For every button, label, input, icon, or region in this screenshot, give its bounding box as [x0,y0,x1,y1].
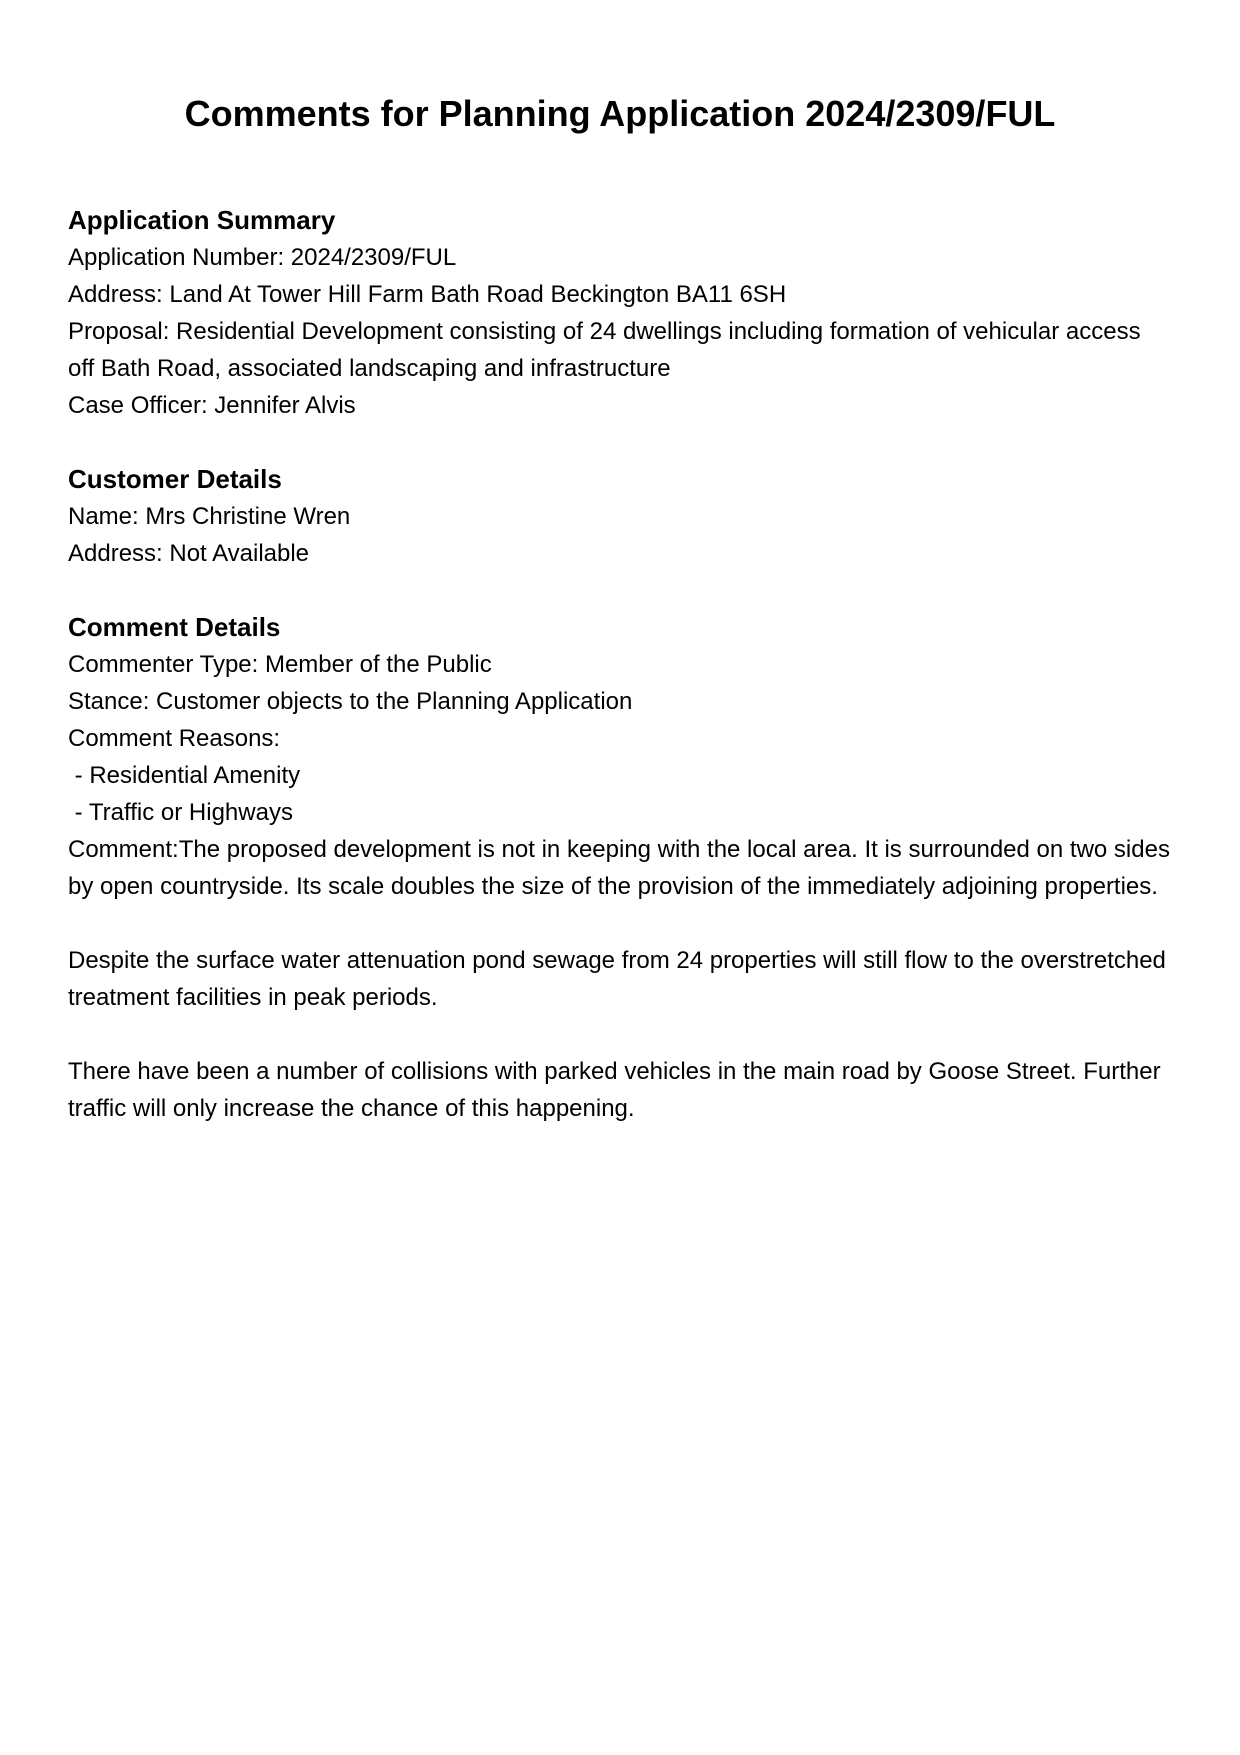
line-comment-reason: - Residential Amenity [68,762,301,789]
line-comment-reasons-label: Comment Reasons: [68,725,281,752]
section-application-summary [68,202,1172,424]
line-application-address: Address: Land At Tower Hill Farm Bath Road Beckington BA11 6SH [68,281,787,308]
line-customer-address: Address: Not Available [68,540,310,567]
heading-comment-details: Comment Details [68,612,281,642]
comment-paragraph: There have been a number of collisions with parked vehicles in the main road by Goose Street. Further traffic will only increase the chance of this happening. [68,1058,1168,1122]
section-comment-details [68,609,1177,1127]
line-proposal: Proposal: Residential Development consisting of 24 dwellings including formation of vehicular access off Bath Road, associated landscaping and infrastructure [68,318,1148,382]
heading-application-summary: Application Summary [68,205,336,235]
line-customer-name: Name: Mrs Christine Wren [68,503,351,530]
line-commenter-type: Commenter Type: Member of the Public [68,651,492,678]
document-title: Comments for Planning Application 2024/2309/FUL [184,93,1056,134]
line-case-officer: Case Officer: Jennifer Alvis [68,392,356,419]
line-application-number: Application Number: 2024/2309/FUL [68,244,457,271]
section-customer-details [68,461,1172,572]
line-comment-reason: - Traffic or Highways [68,799,293,826]
heading-customer-details: Customer Details [68,464,282,494]
comment-paragraph: Comment:The proposed development is not in keeping with the local area. It is surrounded on two sides by open countryside. Its scale doubles the size of the provision of the immediately adjoining properties. [68,836,1177,900]
line-stance: Stance: Customer objects to the Planning Application [68,688,633,715]
comment-paragraph: Despite the surface water attenuation pond sewage from 24 properties will still flow to the overstretched treatment facilities in peak periods. [68,947,1173,1011]
